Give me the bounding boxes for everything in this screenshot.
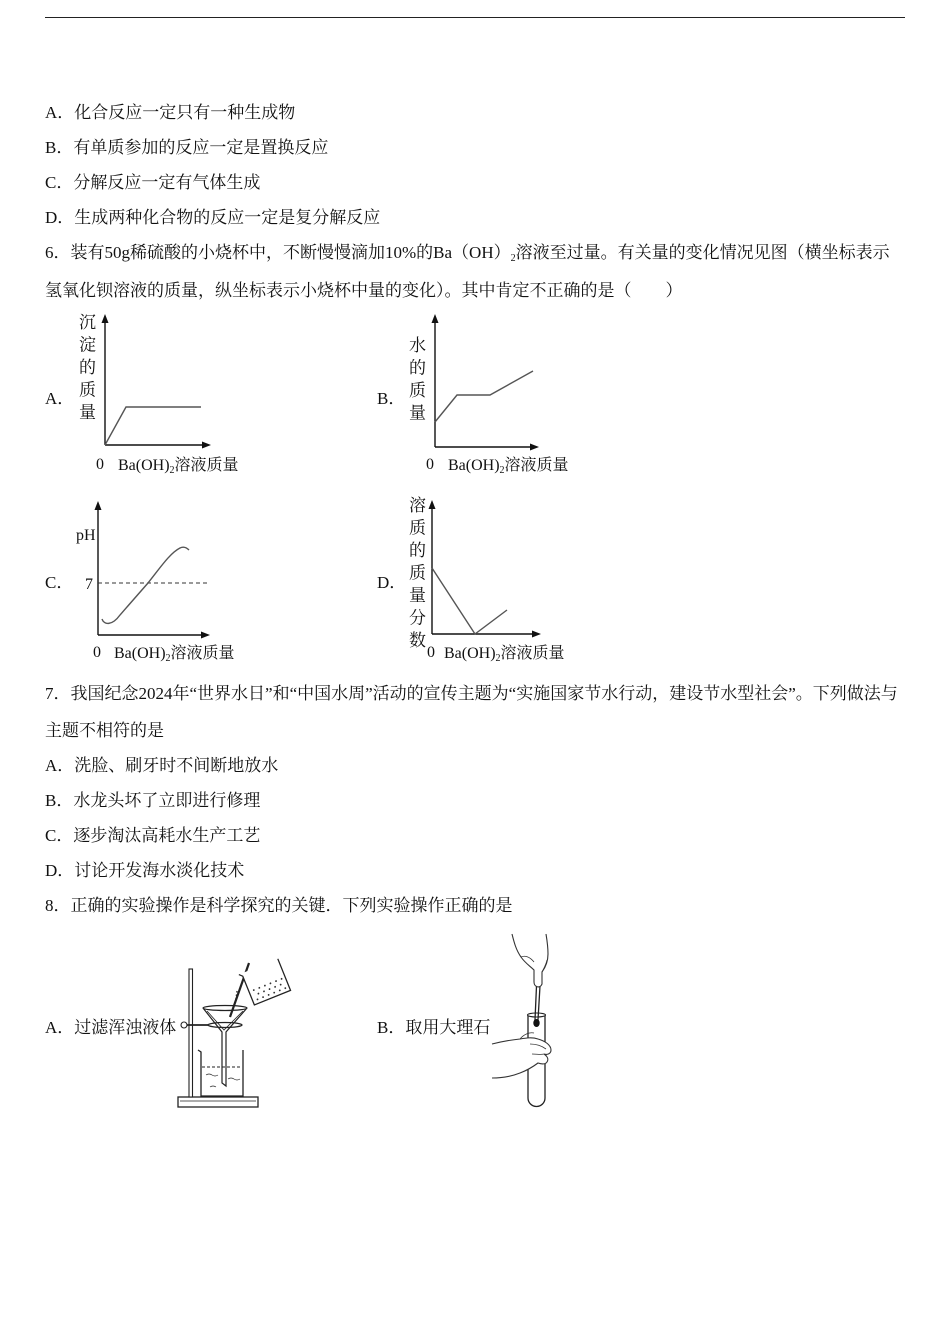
q7-option-a — [45, 756, 278, 776]
option-text: 生成两种化合物的反应一定是复分解反应 — [74, 208, 381, 227]
option-text: 水龙头坏了立即进行修理 — [73, 791, 261, 810]
x-axis-label-rest: 溶液质量 — [174, 455, 239, 474]
q8-option-a — [45, 1018, 176, 1038]
option-text: 分解反应一定有气体生成 — [73, 173, 261, 192]
option-letter: A． — [45, 103, 75, 122]
x-axis-arrow — [201, 632, 210, 639]
graph-c-plot — [90, 495, 215, 643]
x-axis-label — [118, 455, 239, 475]
option-letter: B． — [377, 1018, 406, 1037]
option-text: 逐步淘汰高耗水生产工艺 — [73, 826, 261, 845]
origin-label: 0 — [426, 456, 434, 473]
x-axis-arrow — [202, 442, 211, 449]
q6-graph-b — [377, 305, 587, 475]
q6-graph-c — [45, 490, 255, 665]
option-letter: C． — [45, 173, 74, 192]
option-letter: A． — [45, 756, 75, 775]
x-axis-label-rest: 溶液质量 — [504, 455, 569, 474]
x-axis-label-subscript: 2 — [499, 465, 505, 476]
option-text: 讨论开发海水淡化技术 — [74, 861, 245, 880]
x-axis-label-subscript: 2 — [165, 653, 171, 664]
x-axis-label — [114, 643, 235, 663]
graph-d-plot — [425, 495, 545, 643]
option-letter: C． — [45, 826, 74, 845]
graph-option-letter: D． — [377, 573, 407, 592]
option-letter: D． — [45, 208, 75, 227]
stand-base — [178, 1097, 258, 1107]
filtration-apparatus-icon — [170, 955, 295, 1115]
stand-rod — [189, 969, 193, 1097]
y-axis-arrow — [102, 314, 109, 323]
x-axis-arrow — [532, 631, 541, 638]
x-axis-label — [448, 455, 569, 475]
graph-option-letter: C． — [45, 573, 74, 592]
option-text: 有单质参加的反应一定是置换反应 — [73, 138, 329, 157]
funnel-rim — [203, 1006, 247, 1011]
x-axis-label-base: Ba(OH) — [118, 457, 170, 474]
ph-curve — [102, 547, 189, 623]
graph-option-letter: A． — [45, 389, 75, 408]
y-axis-arrow — [429, 500, 436, 509]
q7-option-d — [45, 861, 244, 881]
x-axis-label-base: Ba(OH) — [114, 645, 166, 662]
q5-option-a — [45, 103, 295, 123]
clamp-knob — [181, 1022, 187, 1028]
origin-label: 0 — [93, 644, 101, 661]
q6-stem-line-2: 氢氧化钡溶液的质量，纵坐标表示小烧杯中量的变化）。其中肯定不正确的是（ ） — [45, 281, 683, 300]
option-letter: B． — [45, 791, 74, 810]
y-axis-label: 沉淀的质量 — [75, 313, 95, 426]
q6-stem-part-1: 6．装有50g稀硫酸的小烧杯中，不断慢慢滴加10%的Ba（OH） — [45, 243, 511, 262]
q5-option-d — [45, 208, 380, 228]
precipitate-mass-curve — [105, 407, 201, 445]
y-axis-label: 溶质的质量分数 — [405, 496, 425, 654]
origin-label: 0 — [427, 644, 435, 661]
q7-stem-line-2: 主题不相符的是 — [45, 721, 164, 740]
option-letter: B． — [45, 138, 74, 157]
solute-fraction-curve — [432, 568, 507, 634]
marble-piece — [533, 1019, 539, 1027]
option-letter: A． — [45, 1018, 75, 1037]
q6-graph-d — [377, 490, 587, 665]
q6-stem-subscript: 2 — [510, 253, 516, 264]
x-axis-label-base: Ba(OH) — [448, 457, 500, 474]
origin-label: 0 — [96, 456, 104, 473]
q6-graph-a — [45, 305, 255, 475]
x-axis-label-subscript: 2 — [169, 465, 175, 476]
header-rule — [45, 17, 905, 18]
q8-stem: 8．正确的实验操作是科学探究的关键．下列实验操作正确的是 — [45, 896, 513, 915]
water-mass-curve — [435, 371, 533, 422]
option-text: 过滤浑浊液体 — [74, 1018, 177, 1037]
x-axis-arrow — [530, 444, 539, 451]
q8-option-b — [377, 1018, 490, 1038]
q7-option-c — [45, 826, 260, 846]
q6-stem-part-2: 溶液至过量。有关量的变化情况见图（横坐标表示 — [515, 243, 890, 262]
tweezers-test-tube-icon — [490, 932, 565, 1112]
y-axis-arrow — [432, 314, 439, 323]
option-text: 洗脸、刷牙时不间断地放水 — [74, 756, 279, 775]
x-axis-label-base: Ba(OH) — [444, 645, 496, 662]
x-axis-label-subscript: 2 — [495, 653, 501, 664]
test-tube-mouth — [528, 1013, 546, 1017]
y-axis-label: 水的质量 — [405, 336, 425, 426]
x-axis-label-rest: 溶液质量 — [500, 643, 565, 662]
pouring-beaker — [239, 959, 291, 1006]
ph-reference-value: 7 — [85, 576, 93, 593]
q5-option-b — [45, 138, 328, 158]
option-text: 取用大理石 — [405, 1018, 491, 1037]
q7-stem-line-1: 7．我国纪念2024年“世界水日”和“中国水周”活动的宣传主题为“实施国家节水行动，建设节水型社会”。下列做法与 — [45, 684, 898, 703]
option-letter: D． — [45, 861, 75, 880]
option-text: 化合反应一定只有一种生成物 — [74, 103, 296, 122]
x-axis-label — [444, 643, 565, 663]
y-axis-arrow — [95, 501, 102, 510]
q5-option-c — [45, 173, 260, 193]
x-axis-label-rest: 溶液质量 — [170, 643, 235, 662]
graph-a-plot — [95, 310, 215, 455]
q7-option-b — [45, 791, 260, 811]
graph-b-plot — [425, 310, 545, 455]
q6-stem-line-1 — [45, 243, 890, 263]
receiving-beaker — [198, 1050, 243, 1096]
y-axis-label: pH — [76, 527, 96, 544]
upper-hand — [512, 934, 548, 987]
graph-option-letter: B． — [377, 389, 406, 408]
